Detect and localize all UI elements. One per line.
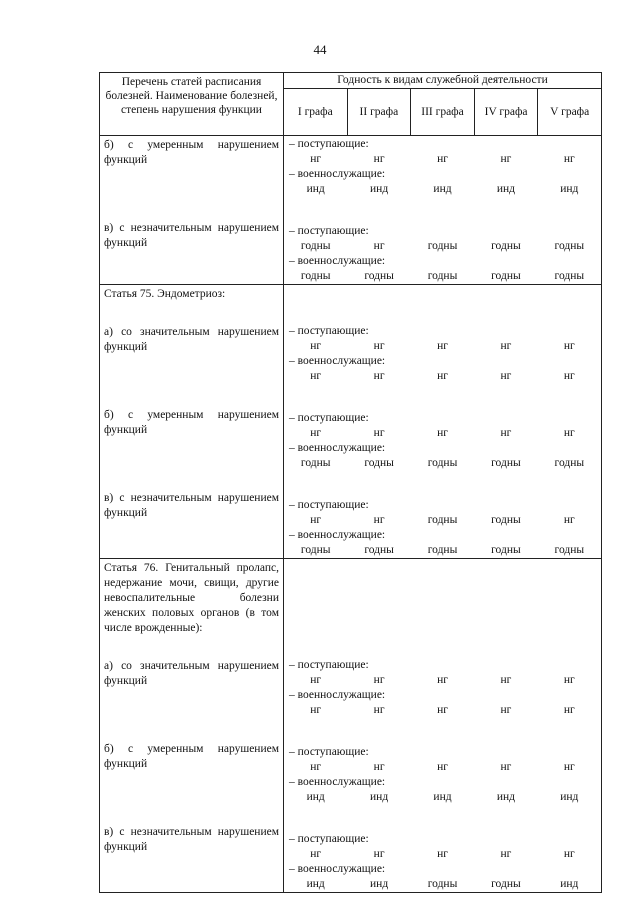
fitness-value: инд [306,182,325,195]
fitness-value: инд [560,877,579,890]
servicemen-values-row [284,877,601,893]
fitness-value: нг [500,426,512,439]
applicants-values-row [284,847,601,863]
item-name: б) с умеренным нарушением функций [104,139,279,166]
item-values [284,137,601,197]
applicants-label: – поступающие: [289,325,369,337]
fitness-value: нг [373,369,385,382]
fitness-value: нг [437,339,448,352]
fitness-value: нг [310,339,322,352]
section-row [100,136,602,285]
servicemen-label: – военнослужащие: [289,168,386,180]
fitness-value: нг [373,760,385,773]
fitness-value: нг [437,426,448,439]
fitness-value: инд [370,790,389,803]
servicemen-values-row [284,369,601,385]
fitness-value: нг [373,703,385,716]
fitness-value: годны [554,269,585,282]
fitness-value: годны [364,543,394,556]
servicemen-values-row [284,543,601,559]
fitness-value: инд [496,182,515,195]
fitness-value: годны [300,239,331,252]
item-name: а) со значительным нарушением функций [104,660,279,687]
fitness-value: нг [500,152,512,165]
fitness-value: годны [554,543,585,556]
fitness-value: инд [370,182,389,195]
fitness-value: нг [310,152,322,165]
fitness-value: инд [433,182,452,195]
fitness-value: нг [310,673,322,686]
fitness-value: годны [364,269,394,282]
applicants-label: – поступающие: [289,746,369,758]
fitness-value: годны [427,513,458,526]
item-values [284,832,601,892]
fitness-value: годны [491,239,521,252]
fitness-value: нг [437,760,448,773]
item-name: в) с незначительным нарушением функций [104,222,279,249]
fitness-value: годны [427,456,458,469]
fitness-value: нг [563,673,575,686]
fitness-value: инд [560,182,579,195]
fitness-value: годны [364,456,394,469]
fitness-value: годны [427,543,458,556]
fitness-value: годны [300,269,331,282]
fitness-value: годны [491,269,521,282]
servicemen-label: – военнослужащие: [289,355,386,367]
fitness-value: нг [500,673,512,686]
item-values [284,324,601,384]
item-name: б) с умеренным нарушением функций [104,743,279,770]
fitness-value: нг [310,847,322,860]
fitness-value: нг [373,673,385,686]
fitness-value: нг [437,847,448,860]
fitness-value: годны [491,877,521,890]
fitness-value: инд [433,790,452,803]
fitness-value: годны [554,456,585,469]
servicemen-label: – военнослужащие: [289,689,386,701]
fitness-value: нг [373,426,385,439]
fitness-value: нг [563,703,575,716]
item-values [284,411,601,471]
fitness-value: нг [310,703,322,716]
applicants-values-row [284,239,601,255]
fitness-value: нг [500,703,512,716]
section-names [100,559,284,893]
fitness-value: годны [300,456,331,469]
fitness-value: нг [500,339,512,352]
header-graf-5: V графа [538,89,602,136]
article-title: Статья 75. Эндометриоз: [104,288,226,300]
fitness-value: нг [310,513,322,526]
applicants-values-row [284,426,601,442]
item-values [284,498,601,558]
servicemen-label: – военнослужащие: [289,529,386,541]
servicemen-label: – военнослужащие: [289,255,386,267]
fitness-value: нг [437,152,448,165]
fitness-value: нг [437,369,448,382]
applicants-label: – поступающие: [289,833,369,845]
section-values [284,285,602,559]
servicemen-label: – военнослужащие: [289,442,386,454]
section-row [100,559,602,893]
servicemen-values-row [284,269,601,285]
section-values [284,136,602,285]
header-graf-3: III графа [411,89,475,136]
fitness-value: нг [563,152,575,165]
header-graf-1: I графа [284,89,348,136]
fitness-value: годны [554,239,585,252]
fitness-value: нг [437,703,448,716]
header-disease-list: Перечень статей расписания болезней. Наименование болезней, степень нарушения функции [100,73,284,136]
fitness-value: нг [563,760,575,773]
section-names [100,285,284,559]
fitness-value: нг [500,369,512,382]
fitness-value: нг [563,513,575,526]
applicants-label: – поступающие: [289,412,369,424]
servicemen-label: – военнослужащие: [289,863,386,875]
applicants-values-row [284,152,601,168]
fitness-value: нг [563,369,575,382]
fitness-table [99,72,602,893]
item-values [284,745,601,805]
header-graf-4: IV графа [474,89,538,136]
fitness-value: годны [491,543,521,556]
fitness-value: нг [373,339,385,352]
page-number: 44 [313,42,327,57]
applicants-label: – поступающие: [289,499,369,511]
item-name: б) с умеренным нарушением функций [104,409,279,436]
applicants-values-row [284,513,601,529]
applicants-label: – поступающие: [289,659,369,671]
fitness-value: нг [310,426,322,439]
fitness-value: нг [373,847,385,860]
fitness-value: нг [563,426,575,439]
section-row [100,285,602,559]
fitness-value: годны [491,513,521,526]
fitness-value: нг [373,152,385,165]
fitness-value: нг [500,847,512,860]
fitness-value: нг [310,760,322,773]
servicemen-values-row [284,703,601,719]
applicants-values-row [284,339,601,355]
item-name: в) с незначительным нарушением функций [104,492,279,519]
servicemen-values-row [284,790,601,806]
spacer [284,286,601,301]
fitness-value: годны [427,269,458,282]
fitness-value: инд [496,790,515,803]
fitness-value: годны [300,543,331,556]
fitness-value: инд [306,877,325,890]
fitness-value: инд [370,877,389,890]
fitness-value: годны [491,456,521,469]
applicants-label: – поступающие: [289,225,369,237]
fitness-value: нг [437,673,448,686]
fitness-value: инд [560,790,579,803]
spacer [284,560,601,635]
servicemen-values-row [284,182,601,198]
fitness-value: годны [427,239,458,252]
applicants-values-row [284,760,601,776]
section-values [284,559,602,893]
fitness-value: нг [563,339,575,352]
fitness-value: нг [373,239,385,252]
item-name: в) с незначительным нарушением функций [104,826,279,853]
servicemen-values-row [284,456,601,472]
servicemen-label: – военнослужащие: [289,776,386,788]
fitness-value: нг [500,760,512,773]
applicants-label: – поступающие: [289,138,369,150]
section-names [100,136,284,285]
fitness-value: нг [563,847,575,860]
header-fitness-group: Годность к видам служебной деятельности [284,73,602,89]
item-values [284,224,601,284]
fitness-value: нг [310,369,322,382]
item-name: а) со значительным нарушением функций [104,326,279,353]
fitness-value: годны [427,877,458,890]
fitness-value: нг [373,513,385,526]
article-title: Статья 76. Генитальный пролапс, недержание мочи, свищи, другие невоспалительные болезни женских половых органов (в том числе врожденные): [104,562,279,634]
applicants-values-row [284,673,601,689]
item-values [284,658,601,718]
fitness-value: инд [306,790,325,803]
header-graf-2: II графа [347,89,411,136]
